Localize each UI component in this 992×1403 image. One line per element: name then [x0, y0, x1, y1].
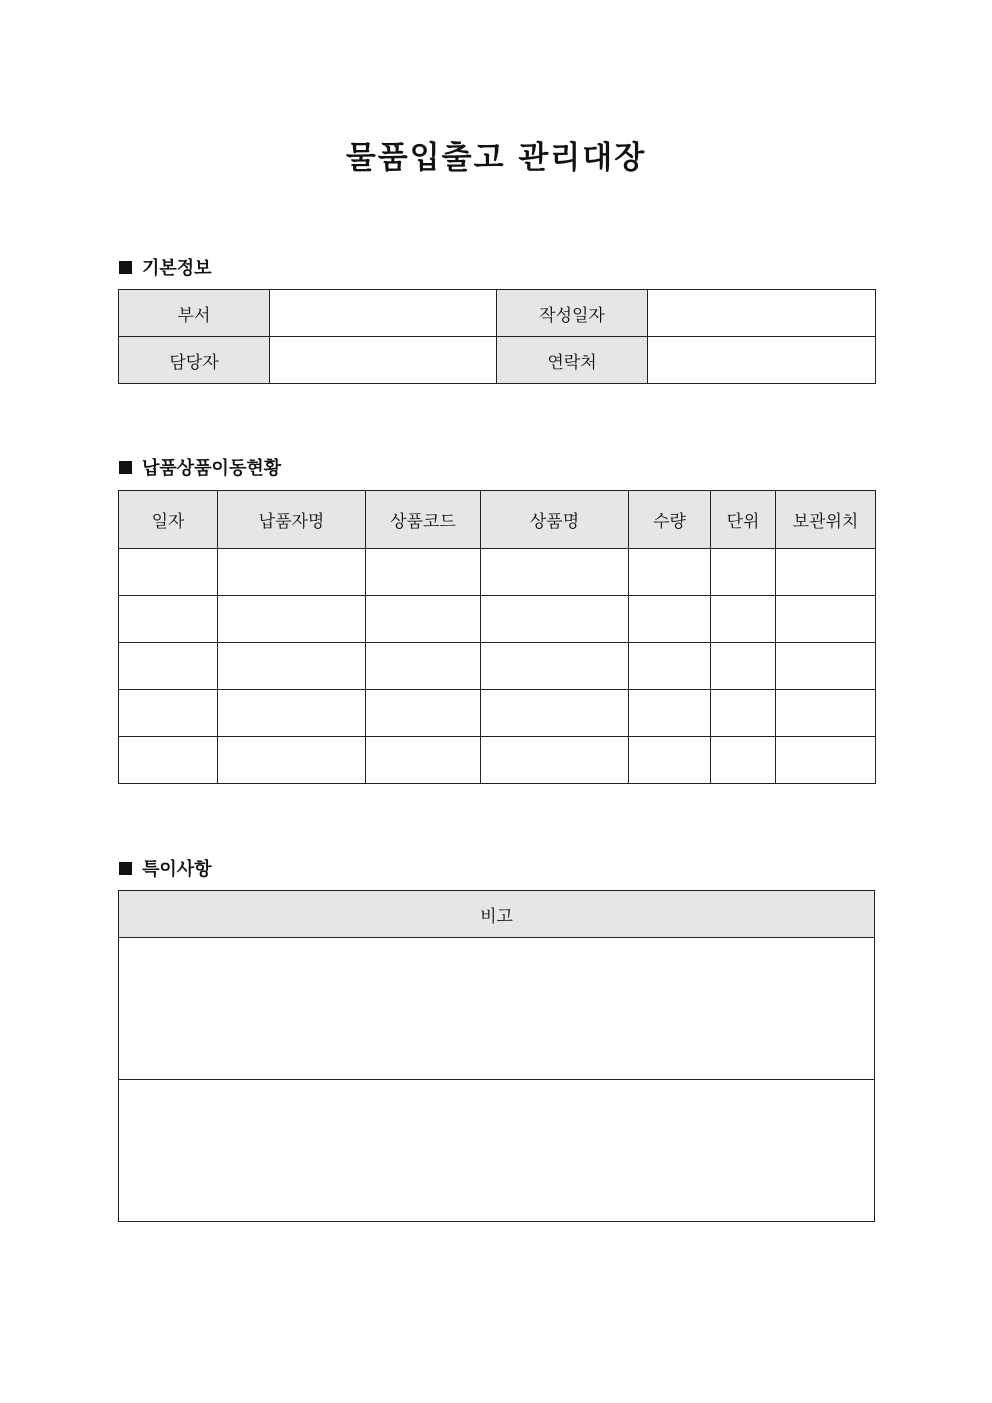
table-cell[interactable]	[711, 549, 776, 596]
table-cell[interactable]	[776, 737, 876, 784]
table-header-row	[119, 491, 876, 549]
table-cell[interactable]	[218, 596, 366, 643]
column-header-unit: 단위	[711, 491, 776, 549]
column-header-notes: 비고	[119, 891, 875, 938]
section-heading-basic-info	[119, 254, 212, 280]
table-row	[119, 290, 876, 337]
remarks-field[interactable]	[119, 938, 875, 1080]
department-field[interactable]	[270, 290, 497, 337]
table-cell[interactable]	[629, 643, 711, 690]
table-cell[interactable]	[629, 690, 711, 737]
table-cell[interactable]	[119, 643, 218, 690]
table-row	[119, 596, 876, 643]
column-header-storage-location: 보관위치	[776, 491, 876, 549]
column-header-product-name: 상품명	[481, 491, 629, 549]
table-cell[interactable]	[218, 690, 366, 737]
table-row	[119, 690, 876, 737]
manager-field[interactable]	[270, 337, 497, 384]
table-cell[interactable]	[629, 737, 711, 784]
table-cell[interactable]	[711, 596, 776, 643]
table-row	[119, 737, 876, 784]
table-cell[interactable]	[776, 549, 876, 596]
section-heading-movement	[119, 454, 281, 480]
square-bullet-icon	[119, 862, 132, 875]
column-header-date: 일자	[119, 491, 218, 549]
table-cell[interactable]	[366, 643, 481, 690]
date-written-field[interactable]	[648, 290, 876, 337]
table-cell[interactable]	[481, 549, 629, 596]
square-bullet-icon	[119, 261, 132, 274]
table-row	[119, 643, 876, 690]
table-cell[interactable]	[366, 596, 481, 643]
column-header-product-code: 상품코드	[366, 491, 481, 549]
department-label: 부서	[119, 290, 270, 337]
table-cell[interactable]	[218, 549, 366, 596]
manager-label: 담당자	[119, 337, 270, 384]
column-header-supplier: 납품자명	[218, 491, 366, 549]
section-heading-label: 기본정보	[142, 258, 212, 279]
table-row	[119, 938, 875, 1080]
table-cell[interactable]	[711, 690, 776, 737]
table-cell[interactable]	[366, 737, 481, 784]
table-header-row	[119, 891, 875, 938]
table-cell[interactable]	[481, 737, 629, 784]
table-cell[interactable]	[119, 690, 218, 737]
contact-field[interactable]	[648, 337, 876, 384]
column-header-quantity: 수량	[629, 491, 711, 549]
table-cell[interactable]	[481, 643, 629, 690]
table-cell[interactable]	[776, 643, 876, 690]
table-row	[119, 549, 876, 596]
contact-label: 연락처	[497, 337, 648, 384]
table-cell[interactable]	[711, 737, 776, 784]
section-heading-label: 특이사항	[142, 859, 212, 880]
section-heading-remarks	[119, 855, 212, 881]
square-bullet-icon	[119, 461, 132, 474]
remarks-table	[118, 890, 875, 1222]
basic-info-table	[118, 289, 876, 384]
table-cell[interactable]	[366, 690, 481, 737]
table-cell[interactable]	[119, 549, 218, 596]
table-cell[interactable]	[481, 596, 629, 643]
table-cell[interactable]	[119, 596, 218, 643]
table-cell[interactable]	[366, 549, 481, 596]
table-cell[interactable]	[119, 737, 218, 784]
movement-table	[118, 490, 876, 784]
section-heading-label: 납품상품이동현황	[142, 458, 282, 479]
remarks-field[interactable]	[119, 1080, 875, 1222]
table-cell[interactable]	[218, 737, 366, 784]
table-cell[interactable]	[481, 690, 629, 737]
table-cell[interactable]	[629, 596, 711, 643]
table-cell[interactable]	[629, 549, 711, 596]
table-cell[interactable]	[776, 690, 876, 737]
page-title: 물품입출고 관리대장	[345, 140, 647, 176]
table-cell[interactable]	[776, 596, 876, 643]
table-cell[interactable]	[711, 643, 776, 690]
date-written-label: 작성일자	[497, 290, 648, 337]
table-row	[119, 337, 876, 384]
table-row	[119, 1080, 875, 1222]
table-cell[interactable]	[218, 643, 366, 690]
